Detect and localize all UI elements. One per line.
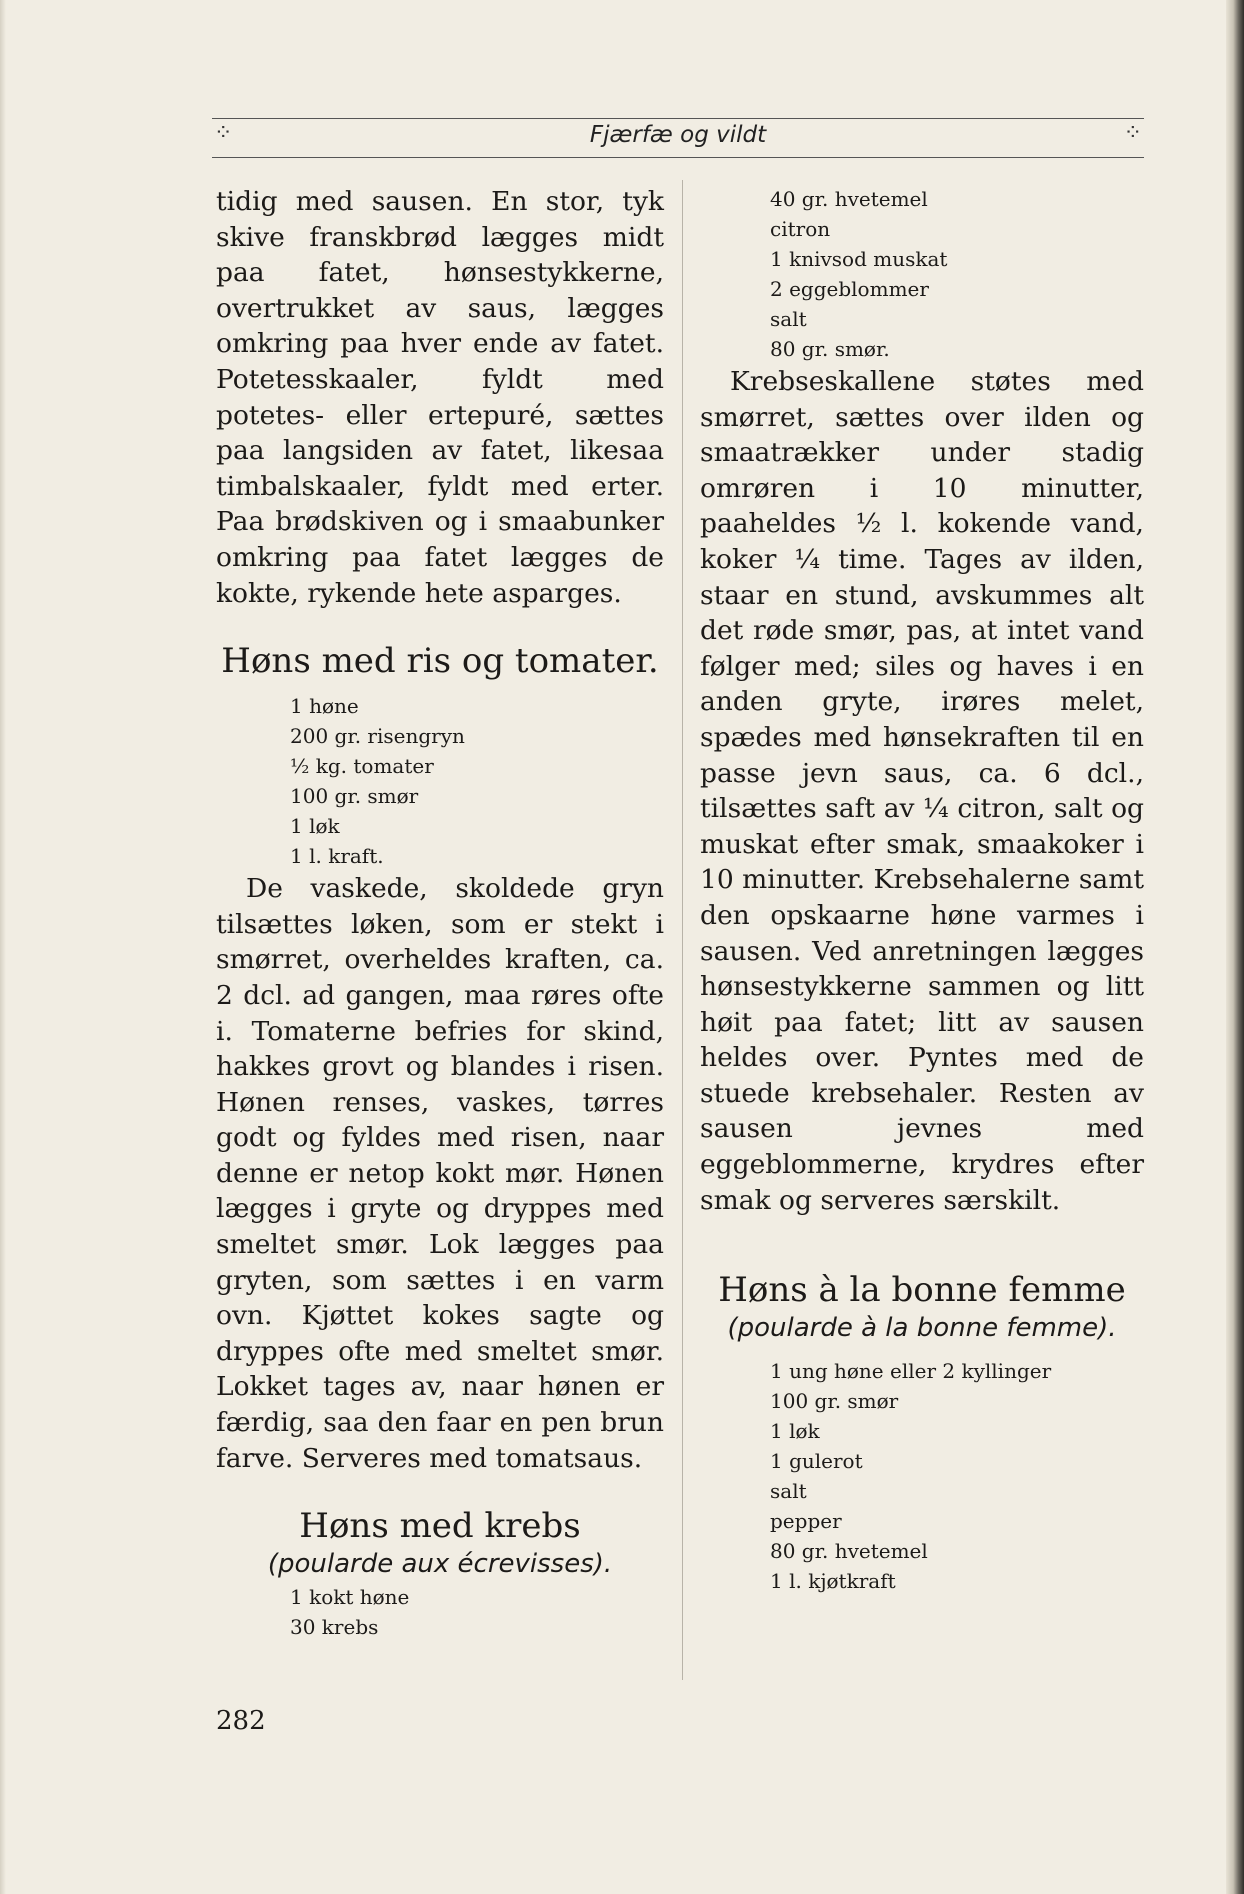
running-head-title: Fjærfæ og vildt <box>589 122 767 148</box>
continued-paragraph: tidig med sausen. En stor, tyk skive franskbrød lægges midt paa fatet, hønsestykkerne, overtrukket av saus, lægges omkring paa hver ende av fatet. Potetesskaaler, fyldt med potetes- eller ertepuré, sættes paa langsiden av fatet, likesaa timbalskaaler, fyldt med erter. Paa brødskiven og i smaabunker omkring paa fatet lægges de kokte, rykende hete asparges. <box>216 186 664 609</box>
ingredient-item: 100 gr. smør <box>290 784 419 809</box>
ingredient-item: 2 eggeblommer <box>770 277 929 301</box>
recipe-subtitle: (poularde aux écrevisses). <box>267 1549 613 1580</box>
page-right-edge <box>1226 0 1244 1894</box>
column-divider <box>682 180 683 1680</box>
ingredient-item: 80 gr. hvetemel <box>770 1539 928 1564</box>
ingredient-item: 1 l. kjøtkraft <box>770 1569 896 1594</box>
ingredient-item: 1 ung høne eller 2 kyllinger <box>770 1359 1052 1384</box>
ingredient-item: 1 kokt høne <box>290 1585 410 1610</box>
right-column <box>700 184 1144 1596</box>
ingredient-list <box>700 184 1144 364</box>
ingredient-list <box>216 691 664 871</box>
recipe-title: Høns med krebs <box>299 1506 581 1547</box>
ingredient-item: 1 l. kraft. <box>290 844 384 869</box>
running-head <box>212 118 1144 158</box>
recipe-method: Krebseskallene støtes med smørret, sættes over ilden og smaatrækker under stadig omrøren i 10 minutter, paaheldes ½ l. kokende vand, koker ¼ time. Tages av ilden, staar en stund, avskummes alt det røde smør, pas, at intet vand følger med; siles og haves i en anden gryte, irøres melet, spædes med hønsekraften til en passe jevn saus, ca. 6 dcl., tilsættes saft av ¼ citron, salt og muskat efter smak, smaakoker i 10 minutter. Krebsehalerne samt den opskaarne høne varmes i sausen. Ved anretningen lægges hønsestykkerne sammen og litt høit paa fatet; litt av sausen heldes over. Pyntes med de stuede krebsehaler. Resten av sausen jevnes med eggeblommerne, krydres efter smak og serveres særskilt. <box>700 366 1144 1216</box>
left-column <box>216 184 664 1642</box>
ingredient-item: 80 gr. smør. <box>770 337 890 361</box>
ingredient-item: salt <box>770 1479 807 1504</box>
ingredient-list <box>700 1356 1144 1596</box>
ingredient-item: citron <box>770 217 831 241</box>
ingredient-item: 1 gulerot <box>770 1449 863 1474</box>
recipe-title: Høns à la bonne femme <box>718 1270 1126 1311</box>
page-number: 282 <box>216 1706 266 1736</box>
ingredient-item: salt <box>770 307 807 331</box>
ingredient-list <box>216 1582 664 1642</box>
ingredient-item: 40 gr. hvetemel <box>770 187 928 211</box>
recipe-title: Høns med ris og tomater. <box>221 641 659 682</box>
ingredient-item: 1 løk <box>770 1419 820 1444</box>
ingredient-item: 1 knivsod muskat <box>770 247 948 271</box>
recipe-method: De vaskede, skoldede gryn tilsættes løken, som er stekt i smørret, overheldes kraften, ca. 2 dcl. ad gangen, maa røres ofte i. Tomaterne befries for skind, hakkes grovt og blandes i risen. Hønen renses, vaskes, tørres godt og fyldes med risen, naar denne er netop kokt mør. Hønen lægges i gryte og dryppes med smeltet smør. Lok lægges paa gryten, som sættes i en varm ovn. Kjøttet kokes sagte og dryppes ofte med smeltet smør. Lokket tages av, naar hønen er færdig, saa den faar en pen brun farve. Serveres med tomatsaus. <box>216 873 664 1474</box>
ornament-icon: ⁘ <box>214 121 233 146</box>
ingredient-item: 100 gr. smør <box>770 1389 899 1414</box>
ingredient-item: 30 krebs <box>290 1615 379 1640</box>
ornament-icon: ⁘ <box>1123 121 1142 146</box>
ingredient-item: pepper <box>770 1509 842 1534</box>
recipe-subtitle: (poularde à la bonne femme). <box>727 1313 1117 1344</box>
page-left-edge <box>0 0 6 1894</box>
ingredient-item: 200 gr. risengryn <box>290 724 465 749</box>
ingredient-item: 1 høne <box>290 694 359 719</box>
ingredient-item: ½ kg. tomater <box>290 754 434 779</box>
ingredient-item: 1 løk <box>290 814 340 839</box>
